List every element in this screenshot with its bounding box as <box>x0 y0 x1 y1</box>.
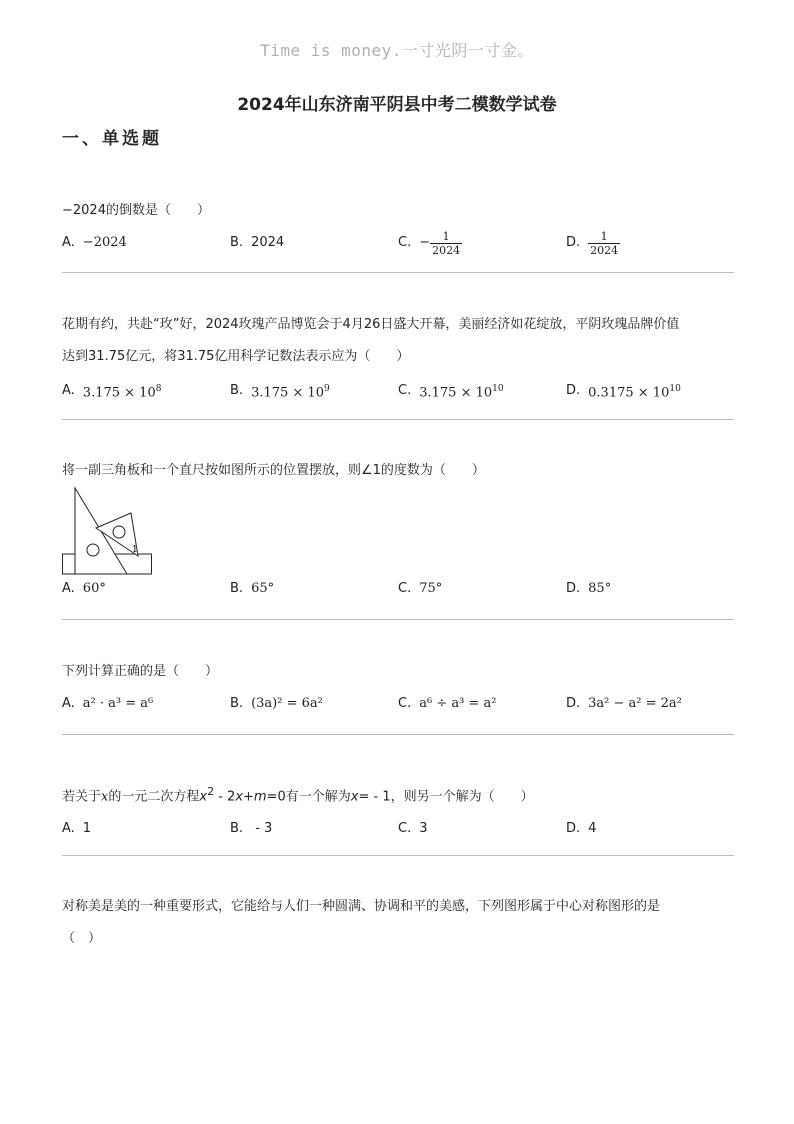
option-value: (3a)² = 6a² <box>251 696 323 711</box>
question-4-options <box>62 688 734 720</box>
q5-eq-plus: + <box>243 789 254 805</box>
question-2-text-line1: 花期有约，共赴“玫”好，2024玫瑰产品博览会于4月26日盛大开幕，美丽经济如花绽放，平阴玫瑰品牌价值 <box>62 317 680 332</box>
option-value <box>588 373 681 409</box>
option-b[interactable] <box>230 573 398 605</box>
question-divider <box>62 734 734 735</box>
option-base: 3.175 × 10 <box>419 385 493 401</box>
question-5-options <box>62 813 734 845</box>
option-letter: D. <box>566 581 581 596</box>
q5-text-b: 的一元二次方程 <box>108 789 200 805</box>
question-5 <box>62 776 734 845</box>
question-1-text: −2024的倒数是（ ） <box>62 203 210 218</box>
option-base: 3.175 × 10 <box>251 385 324 401</box>
option-fraction <box>430 230 462 257</box>
option-letter: B. <box>230 821 244 837</box>
option-letter: B. <box>230 581 244 596</box>
option-value: 3a² − a² = 2a² <box>588 696 682 711</box>
option-value: 1 <box>82 821 92 837</box>
option-value <box>251 373 330 409</box>
option-letter: C. <box>398 383 412 399</box>
option-a[interactable] <box>62 573 230 605</box>
question-3 <box>62 455 734 487</box>
question-3-text: 将一副三角板和一个直尺按如图所示的位置摆放，则∠1的度数为（ ） <box>62 463 485 478</box>
question-1-options <box>62 227 734 259</box>
q5-text-a: 若关于 <box>62 789 102 805</box>
q5-eq-exp: 2 <box>207 785 215 798</box>
option-b[interactable] <box>230 688 398 720</box>
option-base: 0.3175 × 10 <box>588 385 670 401</box>
option-letter: C. <box>398 821 412 837</box>
question-2-options <box>62 373 734 409</box>
option-d[interactable] <box>566 373 734 409</box>
option-letter: D. <box>566 235 581 250</box>
option-value: a² · a³ = a⁶ <box>82 696 154 711</box>
page-title: 2024年山东济南平阴县中考二模数学试卷 <box>237 95 557 115</box>
q5-eq-m: m <box>253 789 267 805</box>
option-fraction <box>588 230 620 257</box>
angle-1-label: 1 <box>132 545 138 555</box>
question-divider <box>62 419 734 420</box>
option-exponent: 10 <box>492 384 504 394</box>
q5-var-x: x <box>101 789 109 805</box>
option-value: 4 <box>588 821 597 837</box>
option-letter: D. <box>566 821 581 837</box>
option-value: −2024 <box>82 235 127 250</box>
option-c[interactable] <box>398 373 566 409</box>
option-c[interactable] <box>398 227 566 259</box>
option-letter: A. <box>62 383 75 399</box>
option-c[interactable] <box>398 813 566 845</box>
option-d[interactable] <box>566 688 734 720</box>
option-letter: C. <box>398 581 412 596</box>
option-exponent: 10 <box>669 384 681 394</box>
section-heading: 一、单选题 <box>62 129 162 149</box>
q5-eq-x2: x <box>235 789 244 805</box>
question-3-options-block <box>62 573 734 605</box>
option-letter: C. <box>398 235 412 250</box>
option-letter: A. <box>62 581 75 596</box>
option-sign: − <box>419 235 431 250</box>
option-a[interactable] <box>62 813 230 845</box>
option-value: 2024 <box>251 235 285 250</box>
option-b[interactable] <box>230 813 398 845</box>
page-motto: Time is money.一寸光阴一寸金。 <box>260 41 534 60</box>
option-value <box>83 373 162 409</box>
q5-eq-rest: - 2 <box>214 789 236 805</box>
option-letter: A. <box>62 696 75 711</box>
option-d[interactable] <box>566 813 734 845</box>
triangle-ruler-figure <box>62 486 156 576</box>
option-value <box>419 373 503 409</box>
option-value: 85° <box>588 581 612 596</box>
option-exponent: 8 <box>155 384 162 394</box>
option-letter: B. <box>230 383 244 399</box>
option-c[interactable] <box>398 688 566 720</box>
question-4-text: 下列计算正确的是（ ） <box>62 664 219 679</box>
option-value: 60° <box>82 581 106 596</box>
question-divider <box>62 855 734 856</box>
option-letter: B. <box>230 235 244 250</box>
question-6 <box>62 891 734 955</box>
fraction-numerator: 1 <box>600 229 608 243</box>
option-d[interactable] <box>566 573 734 605</box>
option-letter: D. <box>566 696 581 711</box>
fraction-numerator: 1 <box>442 229 450 243</box>
question-4 <box>62 656 734 720</box>
option-b[interactable] <box>230 373 398 409</box>
q5-eq-zero: =0有一个解为 <box>266 789 351 805</box>
option-exponent: 9 <box>323 384 330 394</box>
option-value: - 3 <box>251 821 273 837</box>
option-b[interactable] <box>230 227 398 259</box>
option-value: 3 <box>419 821 428 837</box>
option-letter: C. <box>398 696 412 711</box>
option-d[interactable] <box>566 227 734 259</box>
question-2 <box>62 309 734 409</box>
option-letter: B. <box>230 696 244 711</box>
option-c[interactable] <box>398 573 566 605</box>
option-value: 65° <box>251 581 275 596</box>
option-letter: A. <box>62 235 75 250</box>
fraction-denominator: 2024 <box>590 243 619 257</box>
question-6-text-line1: 对称美是美的一种重要形式，它能给与人们一种圆满、协调和平的美感，下列图形属于中心对称图形的是 <box>62 899 661 914</box>
question-5-text <box>62 776 734 813</box>
question-3-options <box>62 573 734 605</box>
question-1 <box>62 195 734 259</box>
question-2-text-line2: 达到31.75亿元，将31.75亿用科学记数法表示应为（ ） <box>62 349 410 364</box>
fraction-denominator: 2024 <box>432 243 461 257</box>
option-value: a⁶ ÷ a³ = a² <box>419 696 497 711</box>
option-letter: D. <box>566 383 581 399</box>
q5-root-x: x <box>350 789 359 805</box>
option-value: 75° <box>419 581 443 596</box>
option-a[interactable] <box>62 688 230 720</box>
option-a[interactable] <box>62 227 230 259</box>
question-divider <box>62 272 734 273</box>
option-a[interactable] <box>62 373 230 409</box>
option-base: 3.175 × 10 <box>82 385 156 401</box>
question-divider <box>62 619 734 620</box>
question-6-text-line2: （ ） <box>62 931 102 946</box>
q5-root-val: = - 1，则另一个解为（ ） <box>358 789 534 805</box>
q5-eq-x: x <box>199 789 208 805</box>
option-letter: A. <box>62 821 75 837</box>
